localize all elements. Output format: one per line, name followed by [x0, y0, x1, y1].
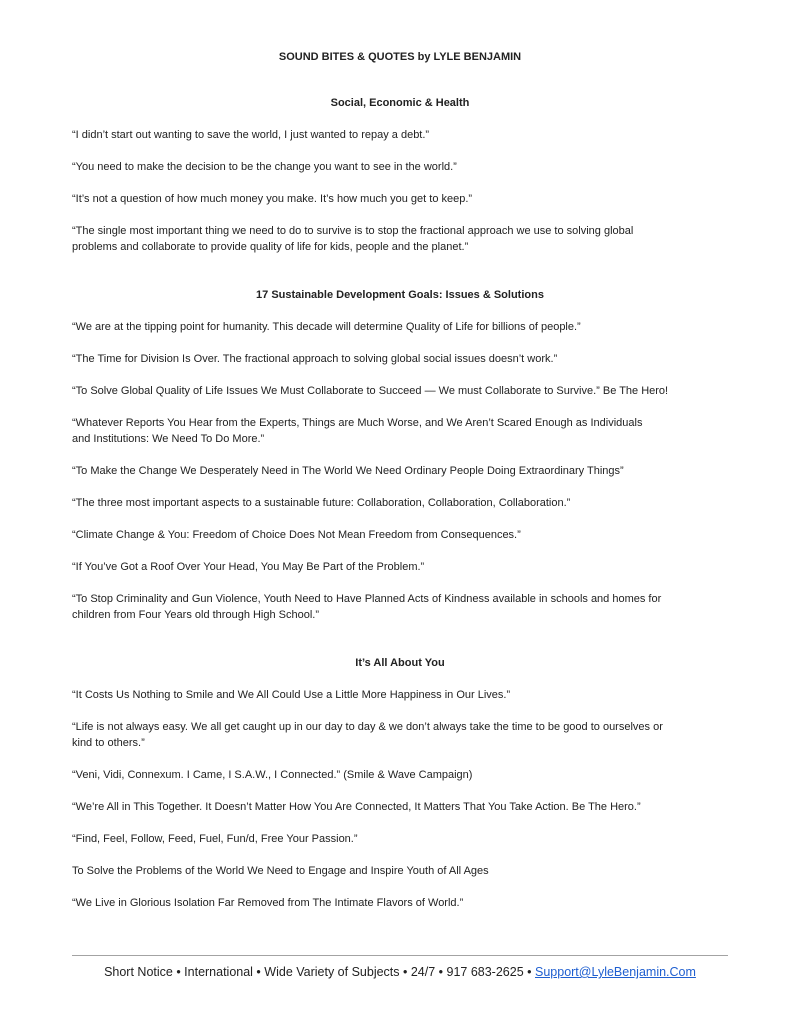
footer-contact-text: Short Notice • International • Wide Variety of Subjects • 24/7 • 917 683-2625 •	[104, 965, 532, 979]
quote-line: “We Live in Glorious Isolation Far Removed from The Intimate Flavors of World.”	[72, 897, 464, 909]
section-sustainable-development-goals	[72, 287, 728, 623]
section-heading: 17 Sustainable Development Goals: Issues & Solutions	[256, 289, 544, 301]
section-its-all-about-you	[72, 655, 728, 911]
quote	[72, 831, 728, 847]
quote-line: “To Make the Change We Desperately Need in The World We Need Ordinary People Doing Extraordinary Things”	[72, 465, 624, 477]
quote-line: “If You’ve Got a Roof Over Your Head, You May Be Part of the Problem.”	[72, 561, 425, 573]
quote	[72, 895, 728, 911]
quote-line: “Veni, Vidi, Connexum. I Came, I S.A.W., I Connected.” (Smile & Wave Campaign)	[72, 769, 473, 781]
quote-line: “The Time for Division Is Over. The fractional approach to solving global social issues doesn’t work.”	[72, 353, 558, 365]
quote	[72, 159, 728, 175]
document-body	[72, 49, 728, 927]
quote	[72, 495, 728, 511]
quote-line: “Life is not always easy. We all get caught up in our day to day & we don’t always take the time to be good to ourselves or	[72, 721, 663, 733]
quote	[72, 527, 728, 543]
quote	[72, 383, 728, 399]
quote-line: “Whatever Reports You Hear from the Experts, Things are Much Worse, and We Aren’t Scared Enough as Individuals	[72, 417, 643, 429]
quote	[72, 415, 728, 447]
quote	[72, 463, 728, 479]
quote	[72, 687, 728, 703]
quote-line: kind to others.”	[72, 737, 145, 749]
quote-line: problems and collaborate to provide quality of life for kids, people and the planet.”	[72, 241, 469, 253]
quote	[72, 223, 728, 255]
quote	[72, 863, 728, 879]
quote-line: “To Solve Global Quality of Life Issues We Must Collaborate to Succeed — We must Collaborate to Survive.” Be The Hero!	[72, 385, 669, 397]
footer-divider	[72, 955, 728, 956]
footer	[0, 963, 800, 981]
quote-line: and Institutions: We Need To Do More.”	[72, 433, 265, 445]
quote	[72, 719, 728, 751]
quote-line: “The three most important aspects to a sustainable future: Collaboration, Collaboration, Collaboration.”	[72, 497, 571, 509]
quote	[72, 559, 728, 575]
quote	[72, 799, 728, 815]
quote	[72, 351, 728, 367]
quote	[72, 319, 728, 335]
quote-line: “To Stop Criminality and Gun Violence, Youth Need to Have Planned Acts of Kindness available in schools and homes for	[72, 593, 662, 605]
quote-line: “We’re All in This Together. It Doesn’t Matter How You Are Connected, It Matters That You Take Action. Be The Hero.”	[72, 801, 641, 813]
quote-line: “It Costs Us Nothing to Smile and We All Could Use a Little More Happiness in Our Lives.”	[72, 689, 511, 701]
section-heading: It’s All About You	[355, 657, 445, 669]
quote-line: “You need to make the decision to be the change you want to see in the world.”	[72, 161, 457, 173]
support-email-link[interactable]: Support@LyleBenjamin.Com	[535, 965, 696, 979]
quote	[72, 127, 728, 143]
quote-line: children from Four Years old through High School.”	[72, 609, 320, 621]
quote-line: “Climate Change & You: Freedom of Choice Does Not Mean Freedom from Consequences.”	[72, 529, 521, 541]
quote	[72, 591, 728, 623]
section-heading: Social, Economic & Health	[330, 97, 470, 109]
quote-line: “Find, Feel, Follow, Feed, Fuel, Fun/d, Free Your Passion.”	[72, 833, 358, 845]
quote-line: To Solve the Problems of the World We Need to Engage and Inspire Youth of All Ages	[72, 865, 489, 877]
document-title: SOUND BITES & QUOTES by LYLE BENJAMIN	[278, 51, 522, 63]
quote-line: “The single most important thing we need to do to survive is to stop the fractional approach we use to solving global	[72, 225, 634, 237]
quote-line: “I didn’t start out wanting to save the world, I just wanted to repay a debt.”	[72, 129, 430, 141]
quote-line: “We are at the tipping point for humanity. This decade will determine Quality of Life for billions of people.”	[72, 321, 581, 333]
section-social-economic-health	[72, 95, 728, 255]
quote	[72, 191, 728, 207]
quote-line: “It’s not a question of how much money you make. It’s how much you get to keep.”	[72, 193, 473, 205]
quote	[72, 767, 728, 783]
